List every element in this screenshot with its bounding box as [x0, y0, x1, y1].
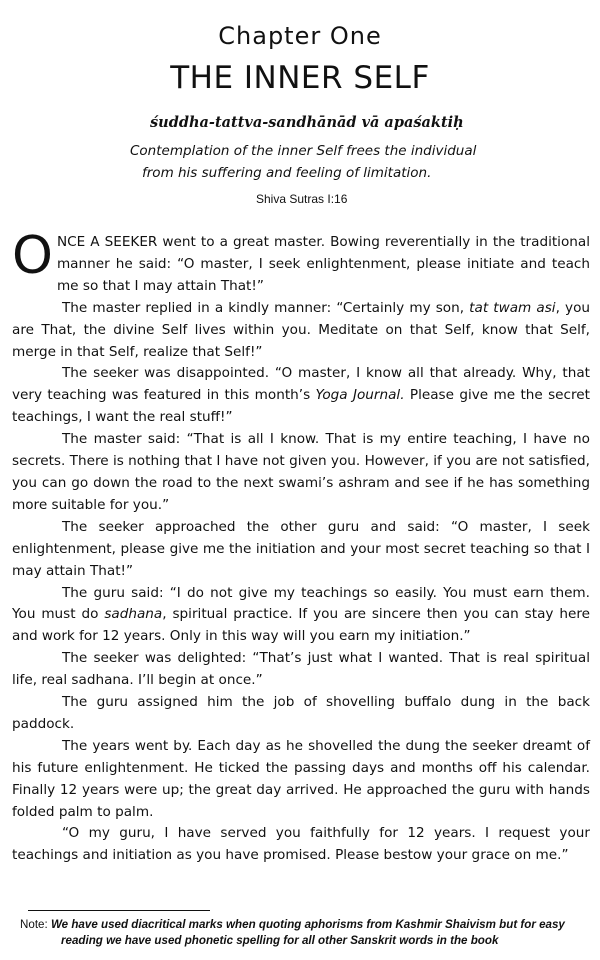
paragraph: The master said: “That is all I know. That is my entire teaching, I have no secrets. There is nothing that I have not given you. However, if you are not satisfied, you can go down the road to the next swami’s ashram and see if he has something more suitable for you.” — [12, 431, 590, 513]
paragraph: The seeker approached the other guru and said: “O master, I seek enlightenment, please give me the initiation and your most secret teaching so that I may attain That!” — [12, 518, 590, 579]
paragraph-text: The seeker was disappointed. “O master, I know all that already. Why, that very teaching was featured in this month’s — [12, 365, 590, 404]
paragraph — [12, 226, 590, 298]
chapter-label: Chapter One — [218, 22, 382, 50]
footnote-text: We have used diacritical marks when quoting aphorisms from Kashmir Shaivism but for easy — [50, 918, 565, 931]
sanskrit-sutra: śuddha-tattva-sandhānād vā apaśaktiḥ — [150, 114, 464, 131]
italic-term: tat twam asi — [469, 299, 556, 316]
italic-term: Yoga Journal. — [315, 387, 405, 404]
sutra-translation — [130, 140, 590, 184]
paragraph: The years went by. Each day as he shovelled the dung the seeker dreamt of his future enlightenment. He ticked the passing days and months off his calendar. Finally 12 years were up; the great day arrived. He approached the guru with hands folded palm to palm. — [12, 737, 590, 820]
drop-cap: O — [12, 226, 53, 286]
translation-line-1: Contemplation of the inner Self frees the individual — [130, 143, 477, 159]
chapter-title: THE INNER SELF — [170, 60, 430, 96]
footnote — [20, 917, 592, 949]
body-text — [12, 226, 591, 867]
paragraph-text: , you are That, the divine Self lives within you. Meditate on that Self, know that Self, merge in that Self, realize that Self!” — [12, 299, 591, 360]
paragraph-text: Please give me the secret teachings, I want the real stuff!” — [12, 387, 590, 426]
paragraph — [12, 298, 590, 364]
paragraph-text: The master replied in a kindly manner: “Certainly my son, — [62, 299, 470, 316]
footnote-label: Note: — [20, 918, 48, 931]
footnote-line-2: reading we have used phonetic spelling for all other Sanskrit words in the book — [61, 934, 499, 947]
paragraph-text: , spiritual practice. If you are sincere then you can stay here and work for 12 years. Only in this way will you earn my initiation.” — [12, 606, 590, 645]
paragraph: The guru assigned him the job of shovelling buffalo dung in the back paddock. — [12, 694, 590, 732]
italic-term: sadhana — [104, 606, 163, 623]
paragraph — [12, 583, 590, 649]
paragraph-text: NCE A SEEKER went to a great master. Bowing reverentially in the traditional manner he said: “O master, I seek enlightenment, please initiate and teach me so that I may attain That!” — [56, 234, 590, 294]
paragraph-text: The guru said: “I do not give my teachings so easily. You must earn them. You must do — [12, 584, 590, 623]
footnote-line-1 — [20, 917, 592, 933]
sutra-citation: Shiva Sutras I:16 — [256, 192, 348, 206]
translation-line-2: from his suffering and feeling of limitation. — [142, 165, 432, 181]
paragraph: The seeker was delighted: “That’s just what I wanted. That is real spiritual life, real sadhana. I’ll begin at once.” — [12, 650, 590, 689]
footnote-divider — [28, 910, 210, 911]
paragraph — [12, 363, 590, 429]
paragraph: “O my guru, I have served you faithfully for 12 years. I request your teachings and initiation as you have promised. Please bestow your grace on me.” — [12, 825, 590, 864]
